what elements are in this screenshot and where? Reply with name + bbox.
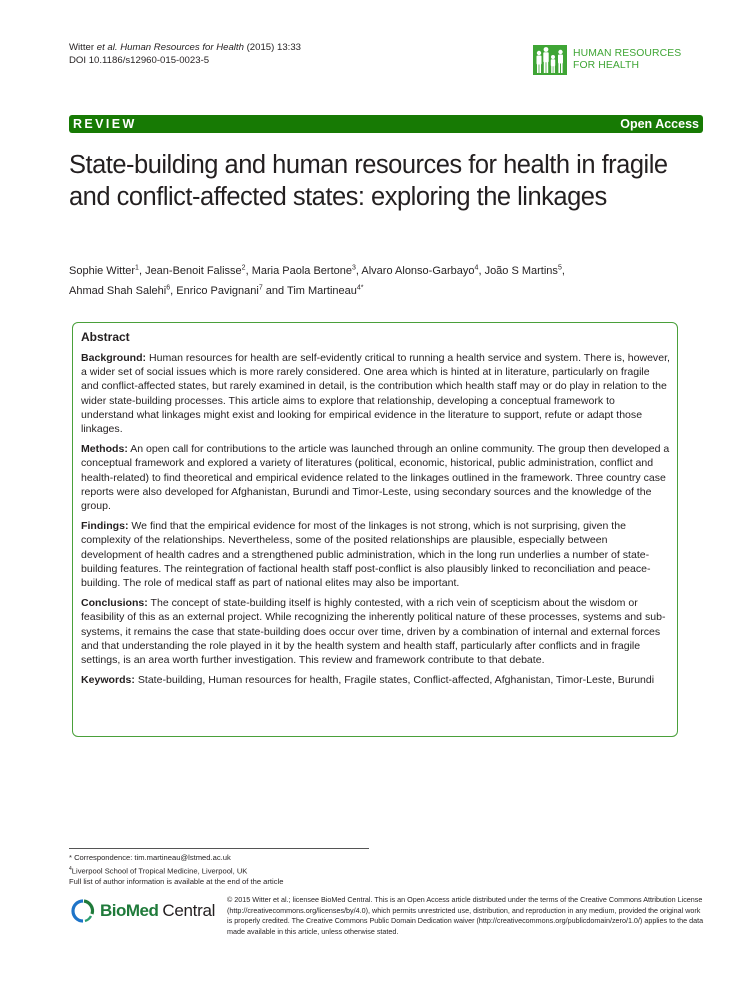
author: Jean-Benoit Falisse$^2$, — [145, 264, 252, 277]
article-type-banner — [69, 115, 703, 133]
author: João S Martins$^5$, — [484, 264, 565, 277]
open-access-label: Open Access — [620, 117, 699, 131]
abstract-box — [72, 322, 678, 737]
journal-logo-text — [573, 48, 681, 72]
people-icon — [533, 45, 567, 75]
author-name: João S Martins — [484, 264, 558, 277]
citation-etal: et al. — [96, 42, 118, 53]
section-label: Background: — [81, 352, 147, 364]
abstract-section-findings — [81, 519, 670, 590]
section-label: Keywords: — [81, 674, 135, 687]
author — [287, 285, 364, 297]
author-name: Ahmad Shah Salehi — [69, 285, 167, 298]
biomed-central-logo — [70, 898, 215, 924]
author-affiliation-mark: 4* — [356, 284, 364, 292]
author-name: Sophie Witter — [69, 264, 136, 277]
citation-year-volume: (2015) 13:33 — [243, 42, 302, 53]
author-affiliation-mark: 1 — [135, 264, 139, 271]
citation-journal: Human Resources for Health — [120, 42, 244, 53]
affiliation-mark: 4 — [69, 865, 72, 872]
license-statement: © 2015 Witter et al.; licensee BioMed Central. This is an Open Access article distributed under the terms of the Creative Commons Attribution License (http://creativecommons.org/licenses/by/4.0), which permits unrestricted use, distribution, and reproduction in any medium, provided the original work is properly credited. The Creative Commons Public Domain Dedication waiver (http://creativecommons.org/publicdomain/zero/1.0/) applies to the data made available in this article, unless otherwise stated. — [227, 895, 704, 937]
section-text: State-building, Human resources for health, Fragile states, Conflict-affected, Afghanistan, Timor-Leste, Burundi — [134, 674, 655, 687]
citation-line — [69, 41, 301, 54]
abstract-section-conclusions — [81, 596, 670, 667]
journal-logo-line1: HUMAN RESOURCES — [573, 48, 682, 59]
affiliation — [69, 864, 369, 877]
author-affiliation-mark: 7 — [258, 284, 263, 292]
citation-authors: Witter — [69, 42, 95, 53]
full-author-info-note: Full list of author information is available at the end of the article — [69, 876, 284, 886]
affiliation-text: Liverpool School of Tropical Medicine, Liverpool, UK — [71, 866, 248, 876]
abstract-heading: Abstract — [81, 330, 130, 344]
author-affiliation-mark: 6 — [166, 284, 171, 292]
author: Sophie Witter$^1$, — [69, 264, 146, 277]
biomed-wordmark: BioMed — [100, 901, 159, 920]
section-label: Conclusions: — [81, 597, 148, 610]
author: Alvaro Alonso-Garbayo$^4$, — [361, 264, 485, 277]
section-text: We find that the empirical evidence for most of the linkages is not strong, which is not surprising, given the complexity of the relationships. Nevertheless, some of the posited relationships are plausible, especially between development of health cadres and a strengthened public administration, which in the long run underlies a number of state-building features. The reintegration of factional health staff post-conflict is also plausibly linked to reconciliation and peace-building. The role of medical staff as part of national elites may also be important. — [81, 520, 651, 590]
author-affiliation-mark: 4 — [474, 264, 479, 271]
abstract-section-methods — [81, 442, 670, 513]
author: Enrico Pavignani$^7$ and — [176, 284, 288, 298]
author-affiliation-mark: 2 — [241, 264, 246, 271]
central-wordmark: Central — [162, 901, 216, 920]
abstract-section-keywords — [81, 673, 670, 687]
correspondence: * Correspondence: tim.martineau@lstmed.ac.uk — [69, 853, 231, 862]
section-text: Human resources for health are self-evidently critical to running a health service and system. There is, however, a wider set of social issues which is more rarely considered. One area which is hinted at in literature, particularly on fragile and conflict-affected states, but rarely examined in detail, is the contribution which health staff may or do play in relation to the wider state-building processes. This article aims to explore that relationship, developing a conceptual framework to understand what linkages might exist and looking for empirical evidence in the literature to support, refute or adapt those linkages. — [81, 352, 670, 436]
doi: DOI 10.1186/s12960-015-0023-5 — [69, 55, 210, 66]
footnotes — [69, 848, 369, 887]
journal-logo-line2: FOR HEALTH — [573, 60, 640, 71]
author-name: Jean-Benoit Falisse — [145, 264, 242, 277]
article-title: State-building and human resources for health in fragile and conflict-affected states: exploring the linkages — [69, 151, 668, 211]
article-type-label: REVIEW — [73, 117, 137, 131]
author: Ahmad Shah Salehi$^6$, — [69, 284, 177, 298]
ring-icon — [70, 898, 96, 924]
author-name: Enrico Pavignani — [176, 285, 259, 298]
journal-logo — [533, 45, 681, 75]
author-name: Maria Paola Bertone — [251, 264, 352, 277]
section-text: An open call for contributions to the article was launched through an online community. The group then developed a conceptual framework and explored a variety of literatures (political, economic, historical, public administration, conflict and health-related) to find theoretical and empirical evidence related to the linkages outlined in the framework. Three country case reports were also developed for Afghanistan, Burundi and Timor-Leste, using secondary sources and the knowledge of the group. — [81, 443, 670, 513]
section-label: Methods: — [81, 443, 128, 456]
author-name: Alvaro Alonso-Garbayo — [361, 264, 475, 277]
author-list — [69, 259, 709, 300]
author-affiliation-mark: 5 — [557, 264, 562, 271]
abstract-section-background — [81, 351, 670, 436]
section-text: The concept of state-building itself is highly contested, with a rich vein of scepticism about the wisdom or feasibility of this as an external project. While recognizing the inherently political nature of these processes, systems and sub-systems, it remains the case that state-building does occur over time, driven by a combination of internal and external forces and that understanding the role played in it by the health system and health staff, particularly after conflicts and in fragile settings, is an area worth further investigation. This review and framework contribute to that debate. — [81, 597, 666, 667]
author: Maria Paola Bertone$^3$, — [251, 264, 362, 277]
section-label: Findings: — [81, 520, 129, 533]
author-name: Tim Martineau — [287, 285, 357, 298]
citation-header — [69, 41, 301, 67]
author-affiliation-mark: 3 — [351, 264, 356, 271]
